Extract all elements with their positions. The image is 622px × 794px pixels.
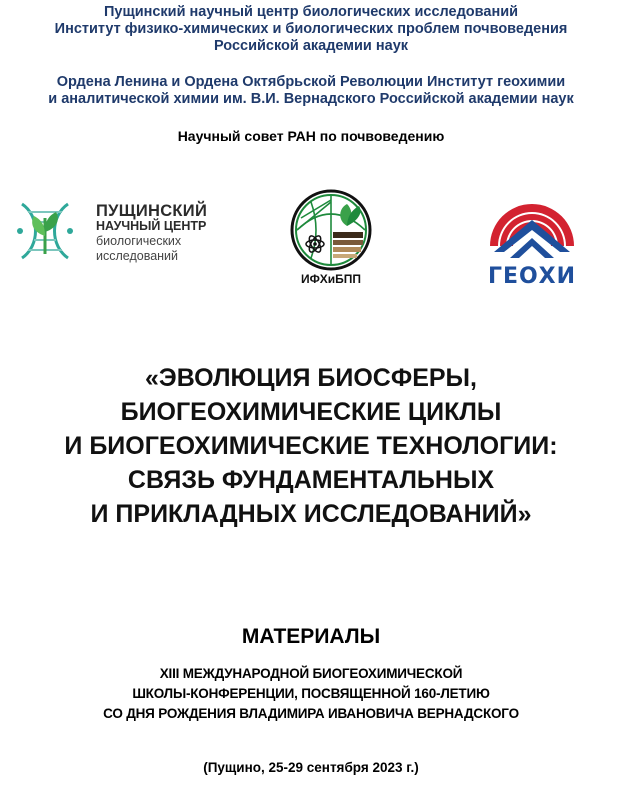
header-org-1 (0, 4, 622, 55)
materials-line: XIII МЕЖДУНАРОДНОЙ БИОГЕОХИМИЧЕСКОЙ (159, 666, 463, 681)
materials-heading: МАТЕРИАЛЫ (241, 625, 381, 648)
header-council: Научный совет РАН по почвоведению (177, 128, 445, 144)
header-org-1-line: Российской академии наук (213, 38, 409, 54)
materials-description (0, 664, 622, 724)
header-org-1-line: Институт физико-химических и биологических проблем почвоведения (54, 21, 568, 37)
header-org-2-line: и аналитической химии им. В.И. Вернадского Российской академии наук (48, 91, 574, 107)
pnc-logo-line: исследований (96, 249, 179, 263)
soil-globe-icon (281, 188, 381, 272)
geokhi-logo-label: ГЕОХИ (487, 264, 577, 289)
title-line: И БИОГЕОХИМИЧЕСКИЕ ТЕХНОЛОГИИ: (64, 432, 558, 460)
pnc-logo-line: биологических (96, 234, 182, 248)
title-line: БИОГЕОХИМИЧЕСКИЕ ЦИКЛЫ (120, 398, 502, 426)
dna-leaf-icon (10, 196, 90, 266)
materials-line: СО ДНЯ РОЖДЕНИЯ ВЛАДИМИРА ИВАНОВИЧА ВЕРНАДСКОГО (103, 706, 519, 721)
ifh-logo-label: ИФХиБПП (300, 272, 362, 286)
materials-line: ШКОЛЫ-КОНФЕРЕНЦИИ, ПОСВЯЩЕННОЙ 160-ЛЕТИЮ (132, 686, 490, 701)
place-date: (Пущино, 25-29 сентября 2023 г.) (203, 760, 419, 775)
ifh-logo (281, 188, 381, 292)
pnc-logo-line: ПУЩИНСКИЙ (96, 202, 208, 220)
title-line: СВЯЗЬ ФУНДАМЕНТАЛЬНЫХ (127, 466, 495, 494)
header-org-2-line: Ордена Ленина и Ордена Октябрьской Революции Институт геохимии (56, 74, 566, 90)
title-line: «ЭВОЛЮЦИЯ БИОСФЕРЫ, (145, 364, 477, 392)
pnc-logo-line: НАУЧНЫЙ ЦЕНТР (96, 219, 207, 233)
conference-title (0, 361, 622, 531)
mountain-arcs-icon (482, 186, 582, 266)
geokhi-logo (482, 186, 582, 288)
title-line: И ПРИКЛАДНЫХ ИССЛЕДОВАНИЙ» (90, 500, 532, 528)
header-org-1-line: Пущинский научный центр биологических исследований (103, 4, 519, 20)
pnc-logo (10, 196, 220, 266)
header-org-2 (0, 74, 622, 108)
pnc-logo-text (96, 204, 207, 264)
